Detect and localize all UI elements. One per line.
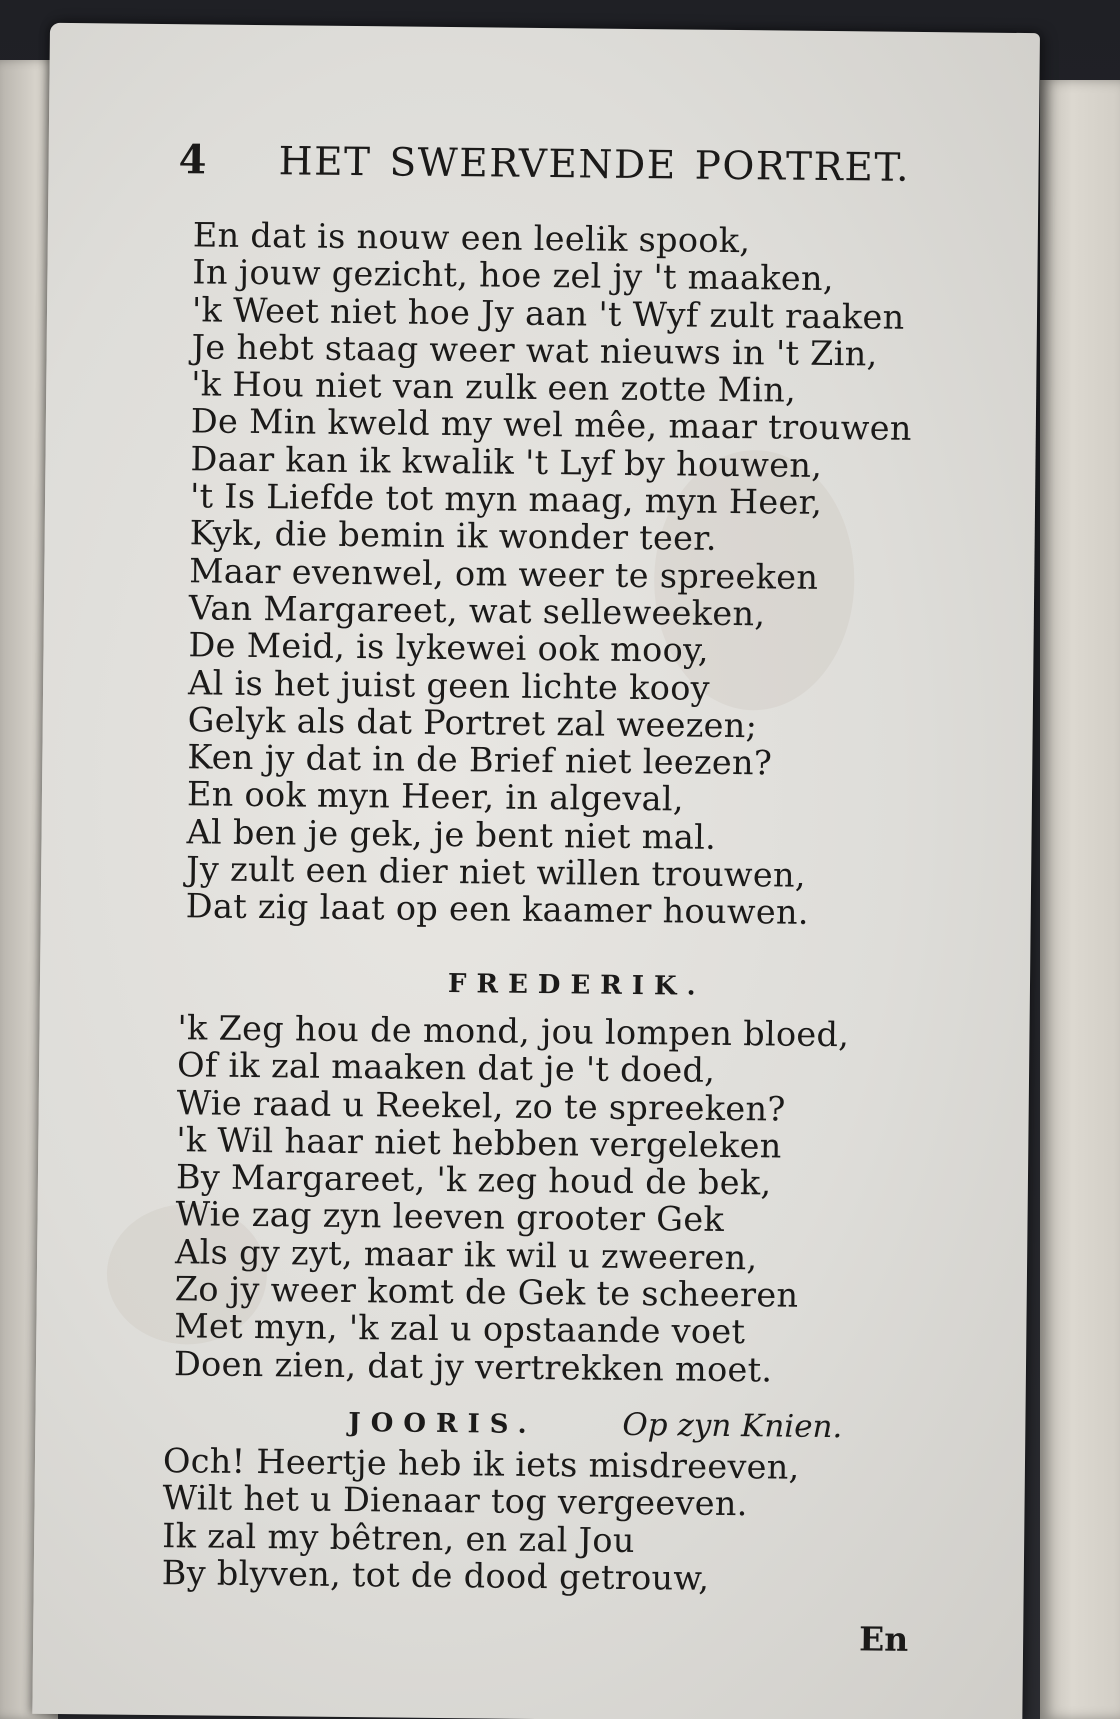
verse-line: By blyven, tot de dood getrouw, (161, 1552, 710, 1598)
verse-line: Wie zag zyn leeven grooter Gek (175, 1194, 725, 1240)
verse-line: Zo jy weer komt de Gek te scheeren (174, 1269, 799, 1315)
verse-line: Dat zig laat op een kaamer houwen. (185, 886, 810, 933)
verse-line: Met myn, 'k zal u opstaande voet (174, 1306, 746, 1352)
verse-line: 'k Hou niet van zulk een zotte Min, (191, 364, 797, 410)
verse-line: 'k Weet niet hoe Jy aan 't Wyf zult raaken (191, 289, 905, 337)
verse-line: Daar kan ik kwalik 't Lyf by houwen, (190, 439, 823, 485)
verse-line: Maar evenwel, om weer te spreeken (189, 550, 819, 597)
stage-direction: Op zyn Knien. (622, 1406, 843, 1446)
verse-line: By Margareet, 'k zeg houd de bek, (175, 1157, 772, 1203)
right-page-edge (1040, 80, 1120, 1719)
verse-line: Doen zien, dat jy vertrekken moet. (173, 1343, 773, 1390)
speaker-name-jooris: JOORIS. (348, 1408, 537, 1440)
speaker-name-frederik: FREDERIK. (447, 969, 706, 1002)
verse-block-3 (162, 1442, 924, 1599)
book-page (32, 23, 1040, 1719)
verse-line: En dat is nouw een leelik spook, (192, 215, 751, 261)
verse-block-2 (174, 1009, 938, 1390)
verse-line: Al ben je gek, je bent niet mal. (186, 812, 717, 857)
verse-line: Kyk, die bemin ik wonder teer. (189, 513, 717, 559)
verse-line: Och! Heertje heb ik iets misdreeven, (162, 1441, 800, 1487)
verse-line: Jy zult een dier niet willen trouwen, (185, 849, 807, 895)
verse-line: Gelyk als dat Portret zal weezen; (187, 700, 758, 746)
verse-line: Al is het juist geen lichte kooy (187, 662, 711, 708)
verse-line: Wilt het u Dienaar tog vergeeven. (162, 1478, 748, 1524)
verse-line: Ik zal my bêtren, en zal Jou (161, 1515, 635, 1560)
verse-line: In jouw gezicht, hoe zel jy 't maaken, (192, 252, 835, 299)
verse-line: 't Is Liefde tot myn maag, myn Heer, (189, 476, 823, 523)
verse-line: Als gy zyt, maar ik wil u zweeren, (174, 1231, 758, 1278)
verse-line: Of ik zal maaken dat je 't doed, (176, 1045, 716, 1091)
verse-line: De Min kweld my wel mêe, maar trouwen (190, 401, 912, 449)
verse-line: En ook myn Heer, in algeval, (186, 774, 685, 819)
page-number: 4 (178, 136, 208, 184)
verse-line: De Meid, is lykewei ook mooy, (188, 625, 710, 671)
verse-block-1 (186, 216, 953, 933)
verse-line: 'k Wil haar niet hebben vergeleken (176, 1120, 782, 1166)
verse-line: Van Margareet, wat selleweeken, (188, 588, 766, 634)
verse-line: 'k Zeg hou de mond, jou lompen bloed, (177, 1008, 850, 1055)
page-content (32, 23, 1040, 1719)
verse-line: Je hebt staag weer wat nieuws in 't Zin, (191, 327, 878, 374)
verse-line: Ken jy dat in de Brief niet leezen? (187, 737, 773, 783)
verse-line: Wie raad u Reekel, zo te spreeken? (176, 1082, 786, 1129)
book-title: HET SWERVENDE PORTRET. (278, 139, 911, 191)
running-head (178, 136, 959, 204)
catchword: En (858, 1619, 909, 1659)
